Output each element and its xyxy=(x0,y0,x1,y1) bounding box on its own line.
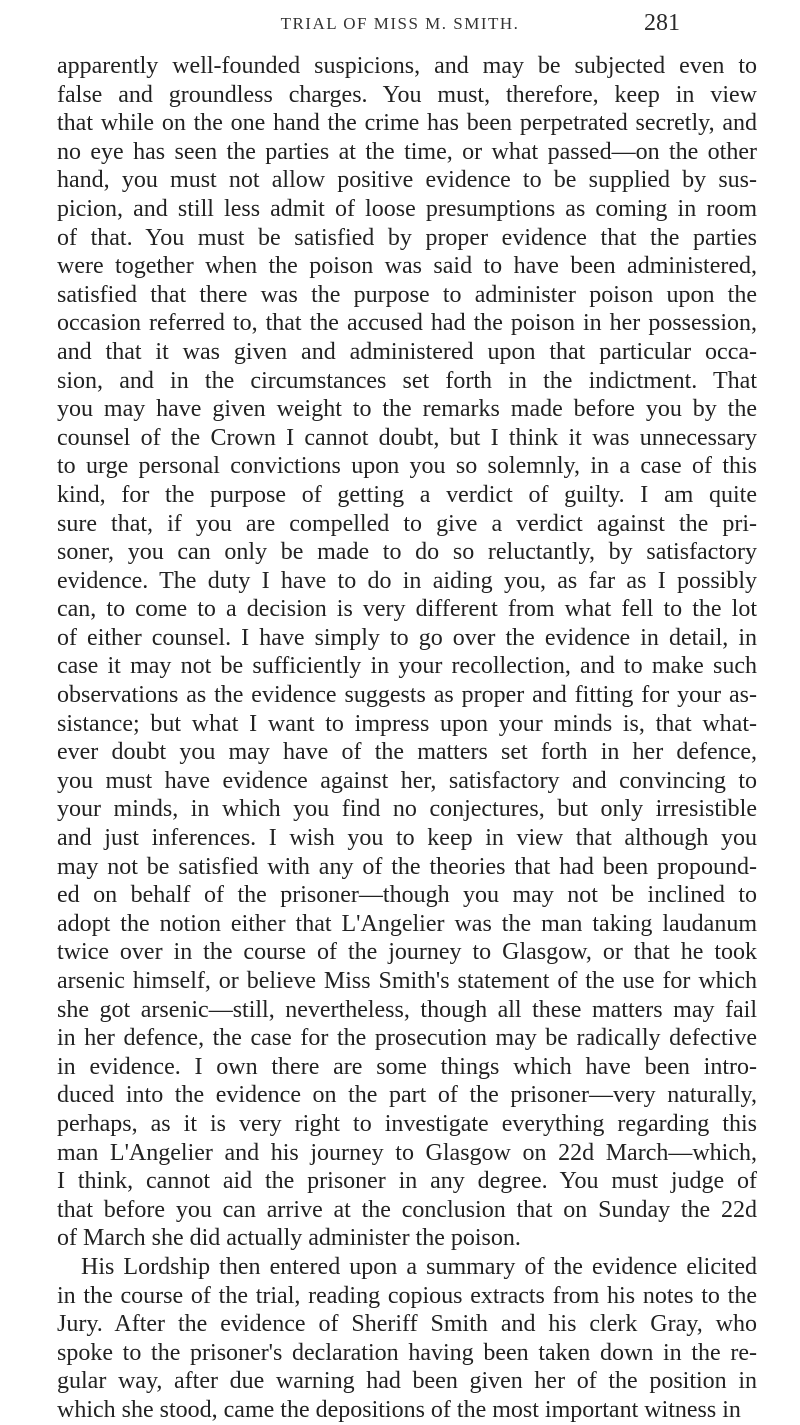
text-line: perhaps, as it is very right to investigate everything regarding this xyxy=(57,1110,757,1137)
text-line: and just inferences. I wish you to keep in view that although you xyxy=(57,825,757,852)
text-line: case it may not be sufficiently in your recollection, and to make such xyxy=(57,653,757,680)
page-header xyxy=(120,8,680,48)
text-line: of either counsel. I have simply to go over the evidence in detail, in xyxy=(57,624,757,651)
text-line: that while on the one hand the crime has been perpetrated secretly, and xyxy=(57,110,757,137)
text-line: gular way, after due warning had been given her of the position in xyxy=(57,1368,757,1395)
text-line: sion, and in the circumstances set forth in the indictment. That xyxy=(57,367,757,394)
text-line: may not be satisfied with any of the theories that had been propound- xyxy=(57,853,757,880)
page-number: 281 xyxy=(644,10,680,36)
text-line: were together when the poison was said to have been administered, xyxy=(57,253,757,280)
text-line: picion, and still less admit of loose presumptions as coming in room xyxy=(57,195,757,222)
text-line: can, to come to a decision is very different from what fell to the lot xyxy=(57,596,757,623)
text-line: sistance; but what I want to impress upon your minds is, that what- xyxy=(57,710,757,737)
text-line: that before you can arrive at the conclusion that on Sunday the 22d xyxy=(57,1196,757,1223)
text-line: kind, for the purpose of getting a verdict of guilty. I am quite xyxy=(57,481,757,508)
text-line: in the course of the trial, reading copious extracts from his notes to the xyxy=(57,1282,757,1309)
text-line: adopt the notion either that L'Angelier was the man taking laudanum xyxy=(57,910,757,937)
text-line: no eye has seen the parties at the time, or what passed—on the other xyxy=(57,138,757,165)
text-line: ever doubt you may have of the matters set forth in her defence, xyxy=(57,739,757,766)
text-line: duced into the evidence on the part of the prisoner—very naturally, xyxy=(57,1082,757,1109)
text-line: and that it was given and administered upon that particular occa- xyxy=(57,338,757,365)
text-line: spoke to the prisoner's declaration having been taken down in the re- xyxy=(57,1339,757,1366)
text-line: of that. You must be satisfied by proper evidence that the parties xyxy=(57,224,757,251)
text-line: twice over in the course of the journey to Glasgow, or that he took xyxy=(57,939,757,966)
text-line: Jury. After the evidence of Sheriff Smith and his clerk Gray, who xyxy=(57,1311,757,1338)
running-head: TRIAL OF MISS M. SMITH. xyxy=(280,14,520,33)
text-line: of March she did actually administer the poison. xyxy=(57,1225,521,1252)
text-line: arsenic himself, or believe Miss Smith's statement of the use for which xyxy=(57,968,757,994)
text-line: in evidence. I own there are some things which have been intro- xyxy=(57,1053,757,1080)
text-line: His Lordship then entered upon a summary of the evidence elicited xyxy=(81,1253,757,1280)
text-line: sure that, if you are compelled to give a verdict against the pri- xyxy=(57,510,757,537)
text-line: hand, you must not allow positive evidence to be supplied by sus- xyxy=(57,167,757,194)
text-line: I think, cannot aid the prisoner in any degree. You must judge of xyxy=(57,1168,757,1195)
body-text xyxy=(57,52,757,1425)
text-line: occasion referred to, that the accused had the poison in her possession, xyxy=(57,310,757,337)
text-line: you may have given weight to the remarks made before you by the xyxy=(57,396,757,423)
text-line: observations as the evidence suggests as proper and fitting for your as- xyxy=(57,682,757,709)
text-line: counsel of the Crown I cannot doubt, but I think it was unnecessary xyxy=(57,424,757,451)
text-line: ed on behalf of the prisoner—though you may not be inclined to xyxy=(57,882,757,909)
text-line: false and groundless charges. You must, therefore, keep in view xyxy=(57,81,757,108)
text-line: satisfied that there was the purpose to administer poison upon the xyxy=(57,281,757,308)
text-line: she got arsenic—still, nevertheless, though all these matters may fail xyxy=(57,996,757,1023)
text-line: man L'Angelier and his journey to Glasgow on 22d March—which, xyxy=(57,1139,757,1166)
text-line: which she stood, came the depositions of the most important witness in xyxy=(57,1396,741,1423)
text-line: you must have evidence against her, satisfactory and convincing to xyxy=(57,767,757,794)
text-line: in her defence, the case for the prosecution may be radically defective xyxy=(57,1025,757,1052)
text-line: apparently well-founded suspicions, and may be subjected even to xyxy=(57,53,757,79)
text-line: your minds, in which you find no conjectures, but only irresistible xyxy=(57,796,757,823)
text-line: soner, you can only be made to do so reluctantly, by satisfactory xyxy=(57,539,757,566)
text-line: evidence. The duty I have to do in aiding you, as far as I possibly xyxy=(57,567,757,594)
text-line: to urge personal convictions upon you so solemnly, in a case of this xyxy=(57,453,757,480)
